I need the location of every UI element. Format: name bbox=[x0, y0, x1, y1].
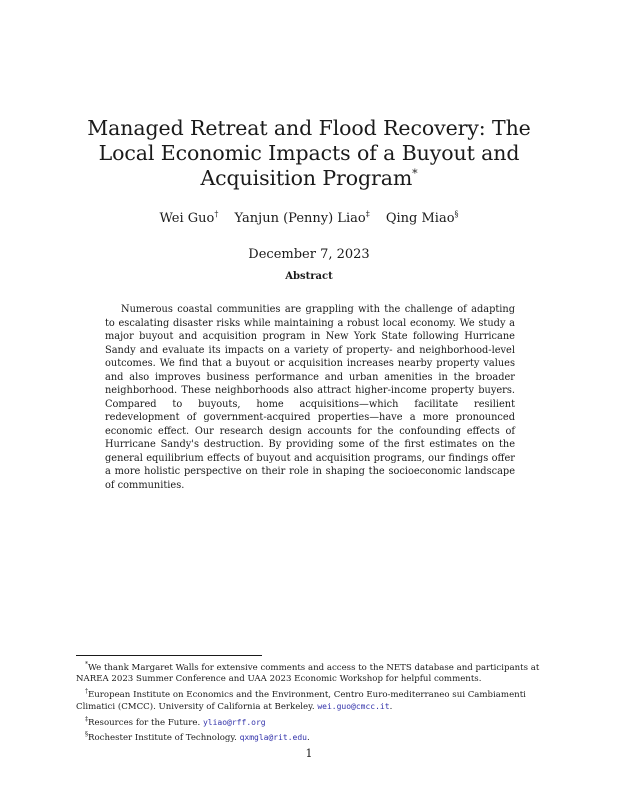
author-mark: § bbox=[454, 210, 459, 219]
footnote-mark: * bbox=[85, 661, 88, 668]
email-link[interactable]: yliao@rff.org bbox=[202, 717, 266, 727]
author-mark: † bbox=[214, 210, 219, 219]
paper-title bbox=[60, 116, 558, 191]
page-number: 1 bbox=[305, 747, 313, 760]
footnote-mark: § bbox=[85, 731, 88, 739]
footnote-3 bbox=[76, 714, 542, 729]
footnote-1 bbox=[76, 659, 542, 686]
footnote-mark: ‡ bbox=[85, 715, 88, 723]
abstract-heading: Abstract bbox=[285, 271, 333, 282]
footnote-2: †European Institute on Economics and the Environment, Centro Euro-mediterraneo sui Cambiamenti Climatici (CMCC). University of California at Berkeley. wei.guo@cmcc.it. bbox=[76, 687, 526, 713]
title-text: Managed Retreat and Flood Recovery: The Local Economic Impacts of a Buyout and Acquisition Program bbox=[87, 116, 531, 190]
abstract-text: Numerous coastal communities are grappling with the challenge of adapting to escalating disaster risks while maintaining a robust local economy. We study a major buyout and acquisition program in New York State following Hurricane Sandy and evaluate its impacts on a variety of property- and neighborhood-level outcomes. We find that a buyout or acquisition increases nearby property values and also improves business performance and urban amenities in the broader neighborhood. These neighborhoods also attract higher-income property buyers. Compared to buyouts, home acquisitions—which facilitate resilient redevelopment of government-acquired properties—have a more pronounced economic effect. Our research design accounts for the confounding effects of Hurricane Sandy's destruction. By providing some of the first estimates on the general equilibrium effects of buyout and acquisition programs, our findings offer a more holistic perspective on their role in shaping the socioeconomic landscape of communities. bbox=[105, 304, 515, 491]
author-list bbox=[60, 206, 558, 228]
author-3 bbox=[386, 211, 459, 226]
footnote-text: Resources for the Future. bbox=[88, 717, 203, 728]
footnote-text: We thank Margaret Walls for extensive comments and access to the NETS database and participants at NAREA 2023 Summer Conference and UAA 2023 Economic Workshop for helpful comments. bbox=[76, 662, 540, 685]
author-name: Yanjun (Penny) Liao bbox=[234, 211, 366, 227]
author-name: Wei Guo bbox=[159, 211, 215, 227]
footnote-text: European Institute on Economics and the Environment, Centro Euro-mediterraneo sui Cambiamenti Climatici (CMCC). University of California at Berkeley. bbox=[76, 689, 526, 713]
footnote-divider bbox=[76, 655, 262, 656]
footnotes bbox=[76, 659, 542, 744]
paper-date: December 7, 2023 bbox=[248, 247, 370, 262]
footnote-4: §Rochester Institute of Technology. qxmgla@rit.edu. bbox=[85, 731, 310, 743]
email-link[interactable]: wei.guo@cmcc.it bbox=[317, 702, 390, 712]
author-2 bbox=[234, 211, 369, 226]
author-1 bbox=[159, 211, 218, 226]
author-mark: ‡ bbox=[365, 210, 370, 219]
footnote-text: Rochester Institute of Technology. bbox=[88, 732, 240, 743]
author-name: Qing Miao bbox=[385, 211, 455, 227]
title-footnote-mark: * bbox=[412, 167, 418, 181]
footnote-mark: † bbox=[85, 687, 88, 695]
email-link[interactable]: qxmgla@rit.edu bbox=[239, 732, 307, 742]
